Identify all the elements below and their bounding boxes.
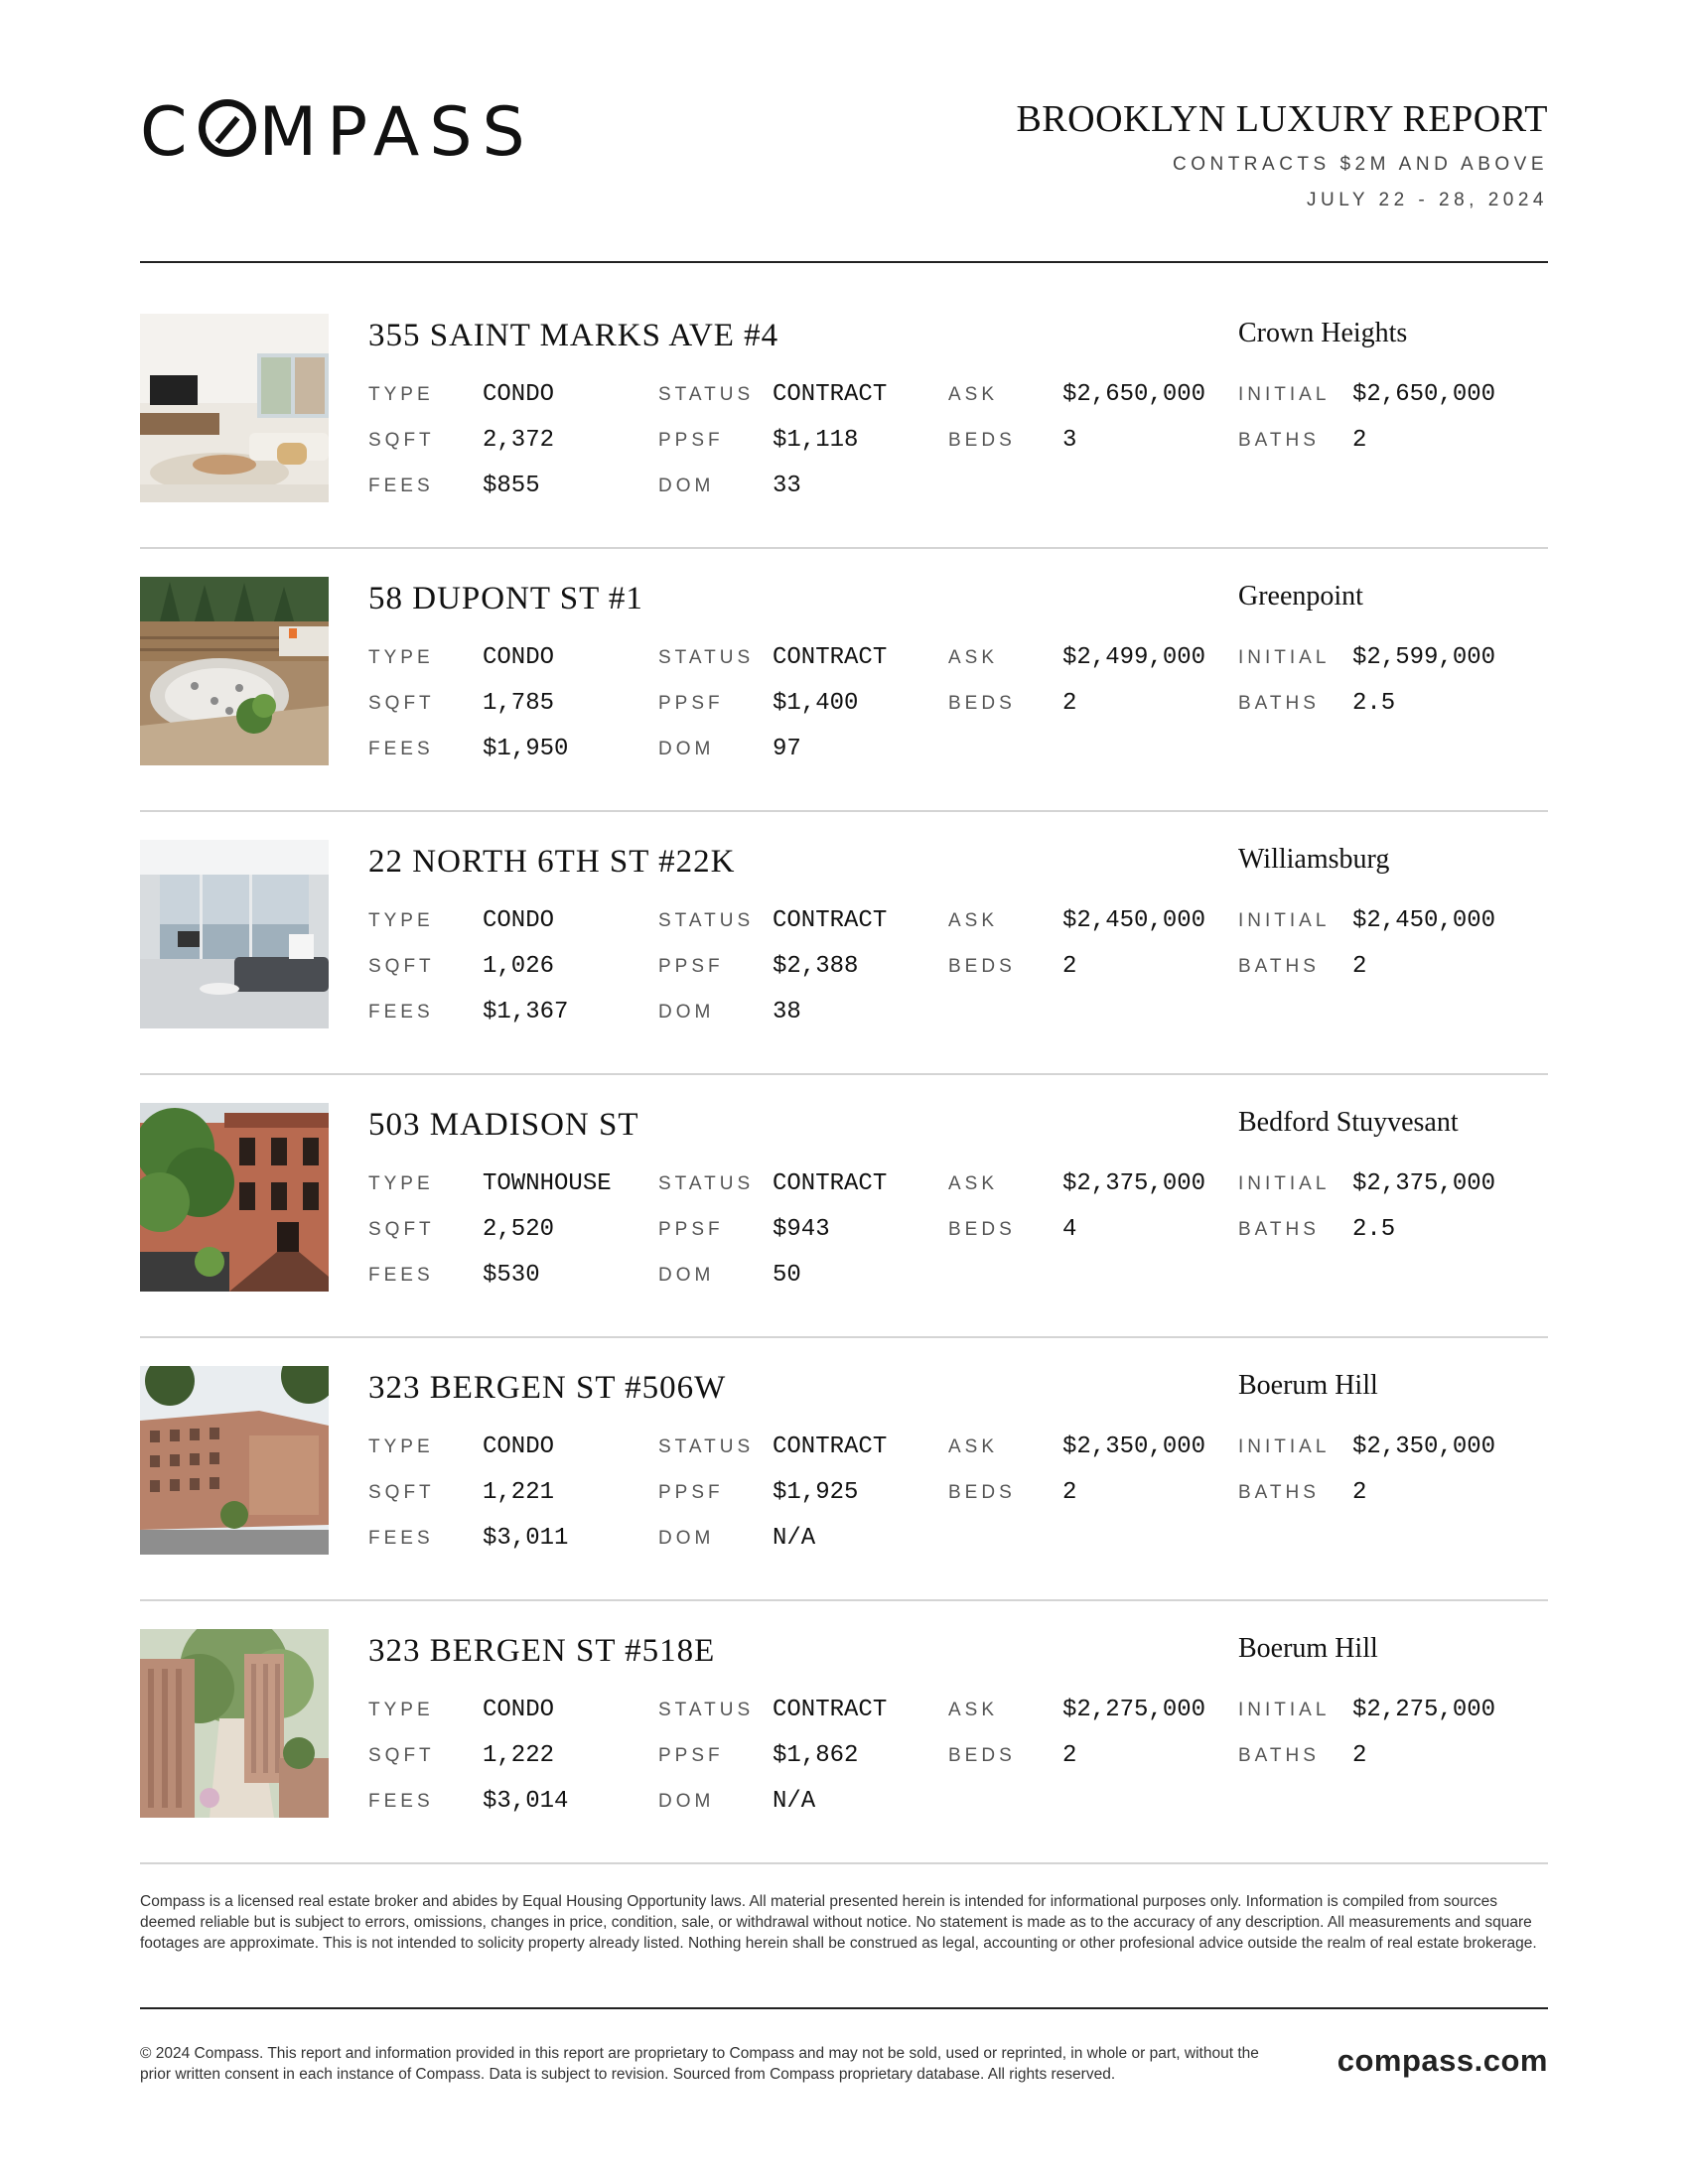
sqft-label: SQFT bbox=[368, 1482, 435, 1503]
garden-gate-photo bbox=[140, 1629, 329, 1818]
baths-label: BATHS bbox=[1238, 1745, 1320, 1766]
ask-value: $2,350,000 bbox=[1062, 1433, 1206, 1460]
dom-label: DOM bbox=[658, 476, 715, 496]
type-value: TOWNHOUSE bbox=[483, 1170, 612, 1197]
initial-value: $2,375,000 bbox=[1352, 1170, 1496, 1197]
ask-value: $2,275,000 bbox=[1062, 1697, 1206, 1723]
status-value: CONTRACT bbox=[773, 1697, 888, 1723]
ask-value: $2,499,000 bbox=[1062, 644, 1206, 671]
ppsf-label: PPSF bbox=[658, 956, 724, 977]
baths-value: 2.5 bbox=[1352, 1216, 1396, 1243]
dom-value: N/A bbox=[773, 1525, 816, 1552]
status-label: STATUS bbox=[658, 910, 755, 931]
baths-label: BATHS bbox=[1238, 956, 1320, 977]
status-value: CONTRACT bbox=[773, 644, 888, 671]
fees-value: $1,367 bbox=[483, 999, 569, 1025]
fees-value: $3,014 bbox=[483, 1788, 569, 1815]
sqft-label: SQFT bbox=[368, 1745, 435, 1766]
baths-value: 2.5 bbox=[1352, 690, 1396, 717]
waterview-living-photo bbox=[140, 840, 329, 1028]
status-value: CONTRACT bbox=[773, 1433, 888, 1460]
type-value: CONDO bbox=[483, 644, 555, 671]
initial-label: INITIAL bbox=[1238, 1436, 1331, 1457]
ppsf-label: PPSF bbox=[658, 693, 724, 714]
beds-value: 4 bbox=[1062, 1216, 1077, 1243]
ask-label: ASK bbox=[948, 384, 999, 405]
beds-label: BEDS bbox=[948, 693, 1016, 714]
dom-label: DOM bbox=[658, 1528, 715, 1549]
sqft-label: SQFT bbox=[368, 430, 435, 451]
listing-divider bbox=[140, 1073, 1548, 1075]
initial-value: $2,450,000 bbox=[1352, 907, 1496, 934]
status-value: CONTRACT bbox=[773, 381, 888, 408]
listing-divider bbox=[140, 547, 1548, 549]
listing-divider bbox=[140, 810, 1548, 812]
compass-logo: C MPASS bbox=[140, 93, 535, 172]
type-value: CONDO bbox=[483, 381, 555, 408]
ppsf-value: $1,118 bbox=[773, 427, 859, 454]
fees-label: FEES bbox=[368, 1002, 434, 1023]
baths-label: BATHS bbox=[1238, 1219, 1320, 1240]
listing-neighborhood: Bedford Stuyvesant bbox=[1238, 1107, 1459, 1138]
ask-label: ASK bbox=[948, 910, 999, 931]
sqft-label: SQFT bbox=[368, 1219, 435, 1240]
legal-disclaimer: Compass is a licensed real estate broker and abides by Equal Housing Opportunity laws. All material presented herein is intended for informational purposes only. Information is compiled from sources deemed reliable but is subject to errors, omissions, changes in price, condition, sale, or withdrawal without notice. No statement is made as to the accuracy of any description. All measurements and square footages are approximate. This is not intended to solicity property already listed. Nothing herein shall be construed as legal, accounting or other profesional advice outside the realm of real estate brokerage. bbox=[140, 1893, 1537, 1952]
beds-label: BEDS bbox=[948, 1745, 1016, 1766]
ask-value: $2,450,000 bbox=[1062, 907, 1206, 934]
fees-label: FEES bbox=[368, 476, 434, 496]
sqft-label: SQFT bbox=[368, 956, 435, 977]
ppsf-label: PPSF bbox=[658, 1482, 724, 1503]
ask-label: ASK bbox=[948, 1436, 999, 1457]
initial-label: INITIAL bbox=[1238, 647, 1331, 668]
type-label: TYPE bbox=[368, 910, 434, 931]
listing-row bbox=[140, 1103, 1548, 1366]
listing-divider bbox=[140, 1599, 1548, 1601]
fees-label: FEES bbox=[368, 1791, 434, 1812]
sqft-label: SQFT bbox=[368, 693, 435, 714]
type-value: CONDO bbox=[483, 1697, 555, 1723]
fees-value: $530 bbox=[483, 1262, 540, 1289]
listing-row bbox=[140, 1366, 1548, 1629]
listing-divider bbox=[140, 1336, 1548, 1338]
beds-value: 2 bbox=[1062, 1742, 1077, 1769]
initial-label: INITIAL bbox=[1238, 1700, 1331, 1720]
sqft-value: 1,785 bbox=[483, 690, 555, 717]
beds-value: 3 bbox=[1062, 427, 1077, 454]
beds-value: 2 bbox=[1062, 953, 1077, 980]
fees-label: FEES bbox=[368, 739, 434, 759]
initial-value: $2,275,000 bbox=[1352, 1697, 1496, 1723]
header-divider bbox=[140, 261, 1548, 263]
initial-label: INITIAL bbox=[1238, 910, 1331, 931]
dom-value: 97 bbox=[773, 736, 801, 762]
footer-divider bbox=[140, 2007, 1548, 2009]
ppsf-label: PPSF bbox=[658, 1745, 724, 1766]
ppsf-value: $1,400 bbox=[773, 690, 859, 717]
ppsf-label: PPSF bbox=[658, 1219, 724, 1240]
type-label: TYPE bbox=[368, 384, 434, 405]
baths-value: 2 bbox=[1352, 953, 1367, 980]
initial-value: $2,350,000 bbox=[1352, 1433, 1496, 1460]
dom-label: DOM bbox=[658, 1002, 715, 1023]
ask-label: ASK bbox=[948, 1173, 999, 1194]
report-title: BROOKLYN LUXURY REPORT bbox=[1016, 98, 1548, 140]
baths-value: 2 bbox=[1352, 427, 1367, 454]
baths-label: BATHS bbox=[1238, 1482, 1320, 1503]
baths-value: 2 bbox=[1352, 1742, 1367, 1769]
listing-address: 58 DUPONT ST #1 bbox=[368, 581, 643, 616]
status-label: STATUS bbox=[658, 1700, 755, 1720]
listing-divider bbox=[140, 1862, 1548, 1864]
beds-label: BEDS bbox=[948, 1219, 1016, 1240]
dom-label: DOM bbox=[658, 1791, 715, 1812]
sqft-value: 2,520 bbox=[483, 1216, 555, 1243]
ask-value: $2,650,000 bbox=[1062, 381, 1206, 408]
listing-neighborhood: Boerum Hill bbox=[1238, 1370, 1378, 1401]
baths-value: 2 bbox=[1352, 1479, 1367, 1506]
type-value: CONDO bbox=[483, 907, 555, 934]
ppsf-value: $943 bbox=[773, 1216, 830, 1243]
beds-label: BEDS bbox=[948, 430, 1016, 451]
brownstone-photo bbox=[140, 1103, 329, 1292]
listing-neighborhood: Crown Heights bbox=[1238, 318, 1408, 348]
sqft-value: 1,222 bbox=[483, 1742, 555, 1769]
initial-value: $2,650,000 bbox=[1352, 381, 1496, 408]
listing-neighborhood: Greenpoint bbox=[1238, 581, 1363, 612]
copyright-notice: © 2024 Compass. This report and information provided in this report are proprietary to Compass and may not be sold, used or reprinted, in whole or part, without the prior written consent in each instance of Compass. Data is subject to revision. Sourced from Compass proprietary database. All rights reserved. bbox=[140, 2045, 1259, 2083]
report-subtitle: CONTRACTS $2M AND ABOVE bbox=[1172, 154, 1548, 175]
beds-label: BEDS bbox=[948, 1482, 1016, 1503]
ask-value: $2,375,000 bbox=[1062, 1170, 1206, 1197]
dom-value: 33 bbox=[773, 473, 801, 499]
beds-value: 2 bbox=[1062, 690, 1077, 717]
fees-value: $1,950 bbox=[483, 736, 569, 762]
listing-row bbox=[140, 1629, 1548, 1892]
type-value: CONDO bbox=[483, 1433, 555, 1460]
website-link[interactable]: compass.com bbox=[1336, 2043, 1548, 2078]
fees-value: $855 bbox=[483, 473, 540, 499]
report-date-range: JULY 22 - 28, 2024 bbox=[1307, 190, 1548, 210]
type-label: TYPE bbox=[368, 1173, 434, 1194]
baths-label: BATHS bbox=[1238, 430, 1320, 451]
type-label: TYPE bbox=[368, 647, 434, 668]
dom-value: 50 bbox=[773, 1262, 801, 1289]
status-label: STATUS bbox=[658, 384, 755, 405]
sqft-value: 1,026 bbox=[483, 953, 555, 980]
listing-row bbox=[140, 314, 1548, 577]
brick-building-photo bbox=[140, 1366, 329, 1555]
listings-list bbox=[140, 314, 1548, 1892]
sqft-value: 2,372 bbox=[483, 427, 555, 454]
ppsf-value: $1,925 bbox=[773, 1479, 859, 1506]
ask-label: ASK bbox=[948, 647, 999, 668]
dom-value: N/A bbox=[773, 1788, 816, 1815]
report-page bbox=[140, 0, 1548, 2184]
living-room-photo bbox=[140, 314, 329, 502]
listing-address: 323 BERGEN ST #518E bbox=[368, 1633, 716, 1669]
ask-label: ASK bbox=[948, 1700, 999, 1720]
baths-label: BATHS bbox=[1238, 693, 1320, 714]
listing-row bbox=[140, 840, 1548, 1103]
status-value: CONTRACT bbox=[773, 907, 888, 934]
dom-label: DOM bbox=[658, 1265, 715, 1286]
listing-neighborhood: Boerum Hill bbox=[1238, 1633, 1378, 1664]
status-label: STATUS bbox=[658, 647, 755, 668]
dom-label: DOM bbox=[658, 739, 715, 759]
compass-logo-o-icon bbox=[199, 99, 256, 157]
fees-label: FEES bbox=[368, 1265, 434, 1286]
type-label: TYPE bbox=[368, 1436, 434, 1457]
type-label: TYPE bbox=[368, 1700, 434, 1720]
sqft-value: 1,221 bbox=[483, 1479, 555, 1506]
status-label: STATUS bbox=[658, 1173, 755, 1194]
fees-value: $3,011 bbox=[483, 1525, 569, 1552]
initial-label: INITIAL bbox=[1238, 384, 1331, 405]
listing-address: 503 MADISON ST bbox=[368, 1107, 639, 1143]
dom-value: 38 bbox=[773, 999, 801, 1025]
listing-neighborhood: Williamsburg bbox=[1238, 844, 1390, 875]
fees-label: FEES bbox=[368, 1528, 434, 1549]
listing-address: 22 NORTH 6TH ST #22K bbox=[368, 844, 736, 880]
initial-label: INITIAL bbox=[1238, 1173, 1331, 1194]
ppsf-value: $1,862 bbox=[773, 1742, 859, 1769]
initial-value: $2,599,000 bbox=[1352, 644, 1496, 671]
listing-address: 323 BERGEN ST #506W bbox=[368, 1370, 727, 1406]
beds-value: 2 bbox=[1062, 1479, 1077, 1506]
hot-tub-deck-photo bbox=[140, 577, 329, 765]
beds-label: BEDS bbox=[948, 956, 1016, 977]
status-value: CONTRACT bbox=[773, 1170, 888, 1197]
ppsf-value: $2,388 bbox=[773, 953, 859, 980]
listing-address: 355 SAINT MARKS AVE #4 bbox=[368, 318, 779, 353]
ppsf-label: PPSF bbox=[658, 430, 724, 451]
listing-row bbox=[140, 577, 1548, 840]
status-label: STATUS bbox=[658, 1436, 755, 1457]
